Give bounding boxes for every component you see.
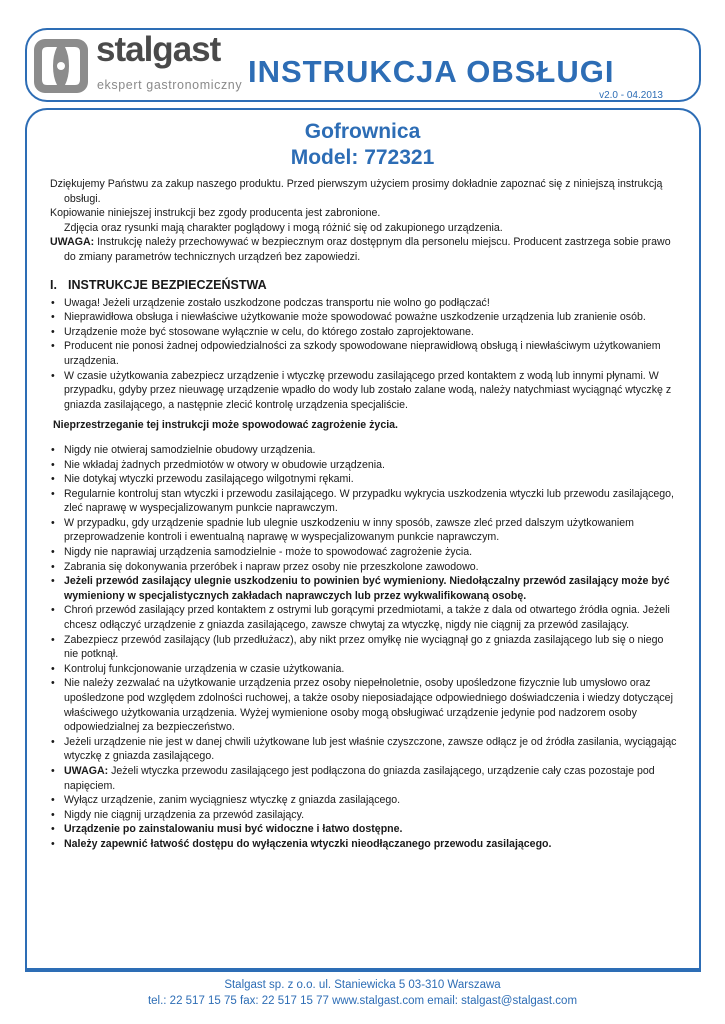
section-number: I. [50, 277, 57, 292]
safety-list-b [50, 443, 680, 852]
list-item: • Nieprawidłowa obsługa i niewłaściwe użytkowanie może spowodować poważne uszkodzenie urządzenia lub zranienie osób. [50, 310, 680, 325]
bold-end-text: Należy zapewnić łatwość dostępu do wyłączenia wtyczki nieodłączanego przewodu zasilającego. [64, 837, 552, 850]
list-item: • Zabezpiecz przewód zasilający (lub przedłużacz), aby nikt przez omyłkę nie wyciągnął go z gniazda zasilającego lub się o niego nie potknął. [50, 633, 680, 662]
uwaga2-label: UWAGA: [64, 764, 109, 777]
brand-tagline: ekspert gastronomiczny [97, 78, 243, 92]
document-version: v2.0 - 04.2013 [599, 90, 663, 101]
list-item: • Nigdy nie otwieraj samodzielnie obudowy urządzenia. [50, 443, 680, 458]
bold-bullet-text: Jeżeli przewód zasilający ulegnie uszkodzeniu to powinien być wymieniony. Niedołączalny przewód zasilający może być wymieniony w specjalistycznych zakładach naprawczych lub przez wykwalifikowaną osobę. [64, 575, 670, 602]
list-item: • W przypadku, gdy urządzenie spadnie lub ulegnie uszkodzeniu w inny sposób, zawsze zleć przed dalszym użytkowaniem przeprowadzenie kontroli i ewentualną naprawę w wyspecjalizowanym punkcie naprawczym. [50, 516, 680, 545]
list-item-uwaga [50, 764, 680, 793]
list-item: • Chroń przewód zasilający przed kontaktem z ostrymi lub gorącymi przedmiotami, a także z dala od otwartego źródła ognia. Jeżeli chcesz odłączyć urządzenie z gniazda zasilającego, zawsze chwytaj za wtyczkę, nigdy nie ciągnij za przewód zasilający. [50, 603, 680, 632]
list-item: • Urządzenie może być stosowane wyłącznie w celu, do którego zostało zaprojektowane. [50, 325, 680, 340]
intro-thanks: Dziękujemy Państwu za zakup naszego produktu. Przed pierwszym użyciem prosimy dokładnie zapoznać się z niniejszą instrukcją obsługi. [50, 178, 663, 205]
list-item: • Nie należy zezwalać na użytkowanie urządzenia przez osoby niepełnoletnie, osoby upośledzone fizycznie lub umysłowo oraz upośledzone pod względem zdolności ruchowej, a także osoby nieposiadające odpowiedniego doświadczenia i wiedzy dotyczącej właściwego użytkowania urządzenia. Wyżej wymienione osoby mogą obsługiwać urządzenie jedynie pod nadzorem osoby odpowiedzialnej za bezpieczeństwo. [50, 676, 680, 734]
bold-end-text: Urządzenie po zainstalowaniu musi być widoczne i łatwo dostępne. [64, 823, 403, 836]
product-name: Gofrownica [304, 120, 421, 143]
footer-divider [25, 968, 701, 972]
document-title: INSTRUKCJA OBSŁUGI [248, 54, 615, 89]
list-item: • Nigdy nie ciągnij urządzenia za przewód zasilający. [50, 808, 680, 823]
uwaga-label: UWAGA: [50, 236, 95, 249]
list-item: • Jeżeli urządzenie nie jest w danej chwili użytkowane lub jest właśnie czyszczone, zawsze odłącz je od źródła zasilania, wyciągając wtyczkę z gniazda zasilającego. [50, 735, 680, 764]
list-item: • Nie dotykaj wtyczki przewodu zasilającego wilgotnymi rękami. [50, 472, 680, 487]
uwaga-text: Instrukcję należy przechowywać w bezpiecznym oraz dostępnym dla personelu miejscu. Producent zastrzega sobie prawo do zmiany parametrów technicznych urządzeń bez zapowiedzi. [64, 236, 671, 263]
intro-figures-notice: Zdjęcia oraz rysunki mają charakter poglądowy i mogą różnić się od zakupionego urządzenia. [64, 221, 503, 234]
intro-copy-notice: Kopiowanie niniejszej instrukcji bez zgody producenta jest zabronione. [50, 207, 381, 220]
document-body [50, 177, 680, 852]
list-item: • Wyłącz urządzenie, zanim wyciągniesz wtyczkę z gniazda zasilającego. [50, 793, 680, 808]
list-item-bold [50, 822, 680, 837]
list-item: • Nigdy nie naprawiaj urządzenia samodzielnie - może to spowodować zagrożenie życia. [50, 545, 680, 560]
footer-address: Stalgast sp. z o.o. ul. Staniewicka 5 03-310 Warszawa [224, 979, 501, 991]
list-item-bold [50, 837, 680, 852]
section-title: INSTRUKCJE BEZPIECZEŃSTWA [68, 277, 267, 292]
footer-contact: tel.: 22 517 15 75 fax: 22 517 15 77 www.stalgast.com email: stalgast@stalgast.com [147, 995, 578, 1007]
list-item: • Regularnie kontroluj stan wtyczki i przewodu zasilającego. W przypadku wykrycia uszkodzenia wtyczki lub przewodu zasilającego, zleć naprawę w wyspecjalizowanym punkcie naprawczym. [50, 487, 680, 516]
list-item: • W czasie użytkowania zabezpiecz urządzenie i wtyczkę przewodu zasilającego przed kontaktem z wodą lub innymi płynami. W przypadku, gdyby przez nieuwagę urządzenie wpadło do wody lub zostało zalane wodą, należy natychmiast wyciągnąć wtyczkę z gniazda zasilającego, a następnie zlecić kontrolę urządzenia specjaliście. [50, 369, 680, 413]
brand-name: stalgast [96, 30, 221, 69]
list-item: • Kontroluj funkcjonowanie urządzenia w czasie użytkowania. [50, 662, 680, 677]
list-item: • Nie wkładaj żadnych przedmiotów w otwory w obudowie urządzenia. [50, 458, 680, 473]
list-item: • Uwaga! Jeżeli urządzenie zostało uszkodzone podczas transportu nie wolno go podłączać! [50, 296, 680, 311]
product-model: Model: 772321 [290, 146, 435, 169]
uwaga2-text: Jeżeli wtyczka przewodu zasilającego jest podłączona do gniazda zasilającego, urządzenie cały czas pozostaje pod napięciem. [64, 764, 655, 792]
list-item-bold [50, 574, 680, 603]
safety-list-a [50, 296, 680, 413]
intro-uwaga [50, 235, 680, 264]
stalgast-logo-icon [33, 38, 89, 94]
life-warning: Nieprzestrzeganie tej instrukcji może spowodować zagrożenie życia. [53, 419, 398, 432]
list-item: • Producent nie ponosi żadnej odpowiedzialności za szkody spowodowane nieprawidłową obsługą i niewłaściwym użytkowaniem urządzenia. [50, 339, 680, 368]
list-item: • Zabrania się dokonywania przeróbek i napraw przez osoby nie przeszkolone zawodowo. [50, 560, 680, 575]
section-heading [50, 277, 680, 293]
